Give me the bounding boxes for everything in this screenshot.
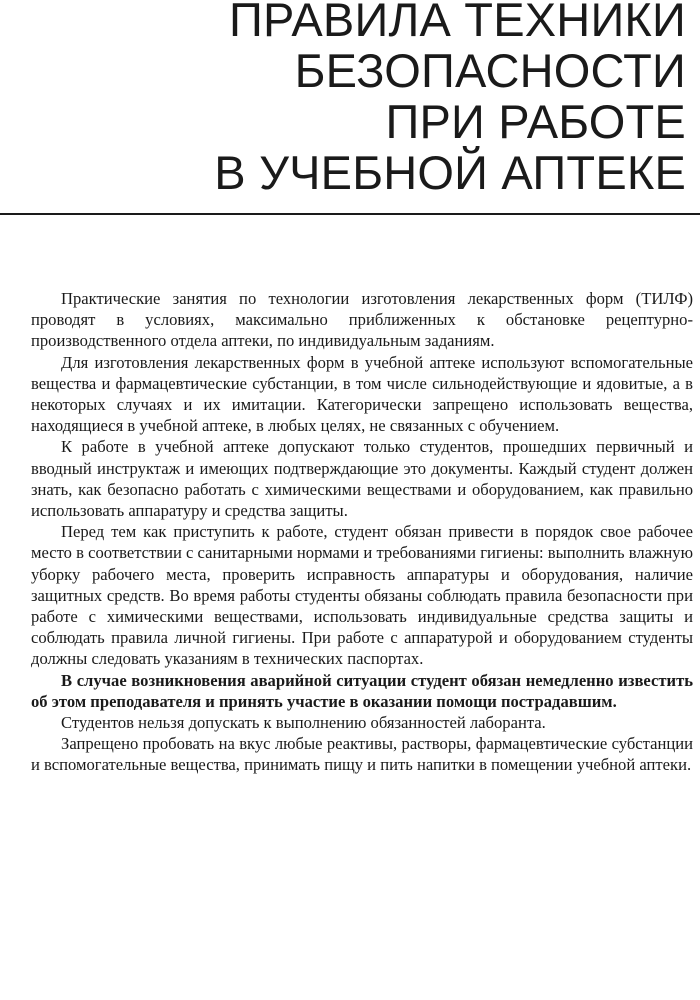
title-divider <box>0 213 700 215</box>
paragraph-taste-prohibition: Запрещено пробовать на вкус любые реактивы, растворы, фармацевтические субстанции и вспомогательные вещества, принимать пищу и пить напитки в помещении учебной аптеки. <box>31 734 693 775</box>
paragraph-lab-assistant: Студентов нельзя допускать к выполнению обязанностей лаборанта. <box>61 713 546 733</box>
paragraph-substances: Для изготовления лекарственных форм в учебной аптеке используют вспомогательные вещества и фармацевтические субстанции, в том числе сильнодействующие и ядовитые, а в некоторых случаях и их имитации. Категорически запрещено использовать вещества, находящиеся в учебной аптеке, в любых целях, не связанных с обучением. <box>31 352 693 436</box>
title-line-2: БЕЗОПАСНОСТИ <box>294 44 686 97</box>
paragraph-intro: Практические занятия по технологии изготовления лекарственных форм (ТИЛФ) проводят в условиях, максимально приближенных к обстановке рецептурно-производственного отдела аптеки, по индивидуальным заданиям. <box>31 289 693 351</box>
page-title <box>214 0 686 198</box>
title-line-4: В УЧЕБНОЙ АПТЕКЕ <box>214 146 686 199</box>
paragraph-admission: К работе в учебной аптеке допускают только студентов, прошедших первичный и вводный инструктаж и имеющих подтверждающие это документы. Каждый студент должен знать, как безопасно работать с химическими веществами и оборудованием, как правильно использовать аппаратуру и средства защиты. <box>31 437 693 521</box>
body-text <box>31 288 693 776</box>
paragraph-workplace: Перед тем как приступить к работе, студент обязан привести в порядок свое рабочее место в соответствии с санитарными нормами и требованиями гигиены: выполнить влажную уборку рабочего места, проверить исправность аппаратуры и оборудования, наличие защитных средств. Во время работы студенты обязаны соблюдать правила безопасности при работе с химическими веществами, использовать индивидуальные средства защиты и соблюдать правила личной гигиены. При работе с аппаратурой и оборудованием студенты должны следовать указаниям в технических паспортах. <box>31 522 693 669</box>
title-line-1: ПРАВИЛА ТЕХНИКИ <box>228 0 686 46</box>
title-line-3: ПРИ РАБОТЕ <box>385 95 686 148</box>
paragraph-emergency: В случае возникновения аварийной ситуации студент обязан немедленно известить об этом преподавателя и принять участие в оказании помощи пострадавшим. <box>31 670 693 711</box>
